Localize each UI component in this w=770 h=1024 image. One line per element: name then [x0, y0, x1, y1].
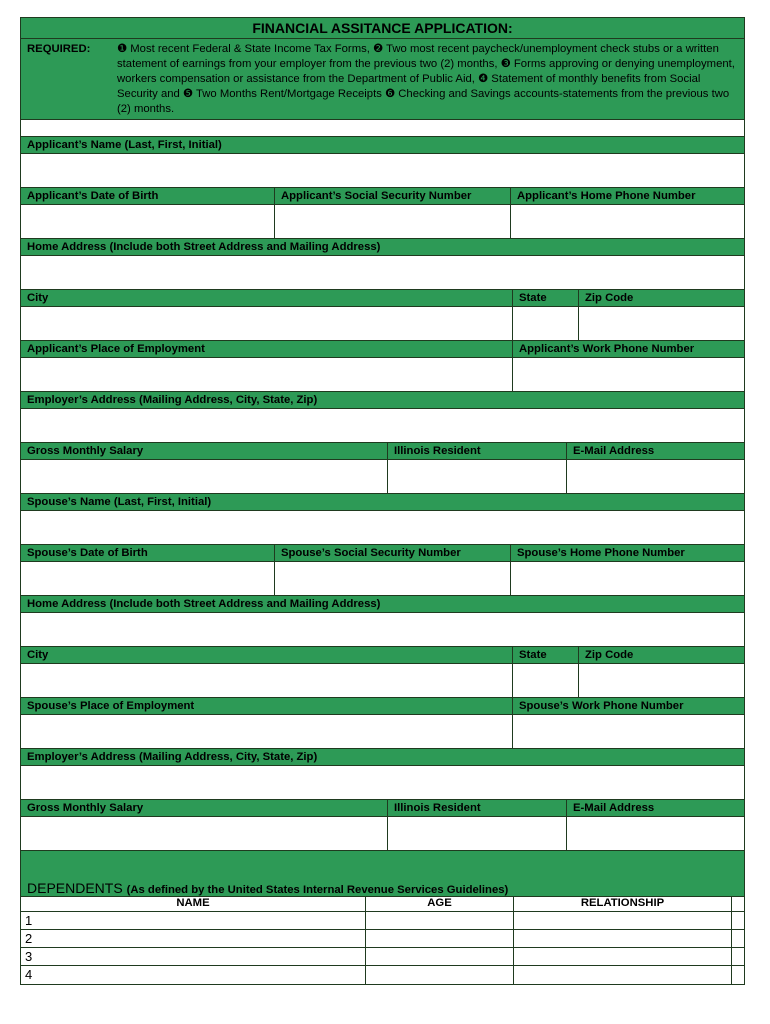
- spouse-employer-address-label: Employer’s Address (Mailing Address, City, State, Zip): [27, 751, 318, 763]
- spouse-address-label: Home Address (Include both Street Address and Mailing Address): [27, 598, 381, 610]
- applicant-salary-row: [21, 460, 744, 494]
- dependent-relationship-field[interactable]: [514, 912, 732, 929]
- spouse-address-row: [21, 613, 744, 647]
- spouse-dob-field[interactable]: [21, 562, 275, 595]
- applicant-name-header: [21, 137, 744, 154]
- spouse-salary-label: Gross Monthly Salary: [21, 800, 388, 816]
- applicant-employment-row: [21, 358, 744, 392]
- dependent-extra-cell: [732, 930, 744, 947]
- applicant-salary-field[interactable]: [21, 460, 388, 493]
- applicant-employment-header: [21, 341, 744, 358]
- applicant-salary-header: [21, 443, 744, 460]
- dependent-relationship-field[interactable]: [514, 948, 732, 965]
- spouse-home-phone-field[interactable]: [511, 562, 744, 595]
- spouse-home-phone-label: Spouse’s Home Phone Number: [517, 547, 685, 559]
- applicant-employer-address-row: [21, 409, 744, 443]
- dependent-row: [21, 930, 744, 948]
- spouse-resident-label: Illinois Resident: [388, 800, 567, 816]
- applicant-dob-label: Applicant’s Date of Birth: [21, 188, 275, 204]
- spouse-resident-field[interactable]: [388, 817, 567, 850]
- required-label: REQUIRED:: [27, 43, 91, 55]
- spouse-employment-header: [21, 698, 744, 715]
- applicant-zip-field[interactable]: [579, 307, 744, 340]
- dependents-title: DEPENDENTS: [27, 880, 123, 896]
- applicant-resident-label: Illinois Resident: [388, 443, 567, 459]
- spouse-city-label: City: [21, 647, 513, 663]
- dependent-name-field[interactable]: 1: [21, 912, 366, 929]
- spouse-work-phone-field[interactable]: [513, 715, 744, 748]
- dependent-row: [21, 948, 744, 966]
- dependents-header: [21, 851, 744, 897]
- spouse-dob-label: Spouse’s Date of Birth: [21, 545, 275, 561]
- applicant-work-phone-label: Applicant’s Work Phone Number: [519, 343, 695, 355]
- applicant-address-row: [21, 256, 744, 290]
- spouse-work-phone-label: Spouse’s Work Phone Number: [519, 700, 684, 712]
- dependent-extra-cell: [732, 912, 744, 929]
- dependent-extra-cell: [732, 948, 744, 965]
- dependents-title-line: [27, 880, 508, 896]
- spouse-dob-header: [21, 545, 744, 562]
- dependent-name-field[interactable]: 2: [21, 930, 366, 947]
- dependent-name-field[interactable]: 4: [21, 966, 366, 984]
- applicant-city-field[interactable]: [21, 307, 513, 340]
- dependents-col-extra: [732, 897, 744, 911]
- spouse-employer-address-field[interactable]: [21, 766, 744, 799]
- dependents-col-name: NAME: [21, 897, 366, 911]
- applicant-name-field[interactable]: [21, 154, 744, 187]
- applicant-state-label: State: [513, 290, 579, 306]
- applicant-employer-address-header: [21, 392, 744, 409]
- applicant-address-label: Home Address (Include both Street Address and Mailing Address): [27, 241, 381, 253]
- applicant-employment-field[interactable]: [21, 358, 513, 391]
- spouse-employment-row: [21, 715, 744, 749]
- spouse-zip-field[interactable]: [579, 664, 744, 697]
- applicant-city-label: City: [21, 290, 513, 306]
- applicant-city-row: [21, 307, 744, 341]
- applicant-name-label: Applicant’s Name (Last, First, Initial): [27, 139, 222, 151]
- dependent-age-field[interactable]: [366, 930, 514, 947]
- spouse-email-field[interactable]: [567, 817, 744, 850]
- spouse-city-header: [21, 647, 744, 664]
- dependents-column-headers: [21, 897, 744, 912]
- applicant-employer-address-field[interactable]: [21, 409, 744, 442]
- financial-assistance-form: [20, 17, 745, 985]
- spouse-salary-header: [21, 800, 744, 817]
- applicant-dob-header: [21, 188, 744, 205]
- spouse-address-header: [21, 596, 744, 613]
- spouse-employer-address-row: [21, 766, 744, 800]
- dependent-age-field[interactable]: [366, 912, 514, 929]
- spouse-city-field[interactable]: [21, 664, 513, 697]
- applicant-salary-label: Gross Monthly Salary: [21, 443, 388, 459]
- applicant-name-row: [21, 154, 744, 188]
- spouse-employment-label: Spouse’s Place of Employment: [21, 698, 513, 714]
- dependent-row: [21, 912, 744, 930]
- spouse-employer-address-header: [21, 749, 744, 766]
- spouse-email-label: E-Mail Address: [573, 802, 655, 814]
- applicant-email-field[interactable]: [567, 460, 744, 493]
- applicant-ssn-label: Applicant’s Social Security Number: [275, 188, 511, 204]
- spouse-ssn-label: Spouse’s Social Security Number: [275, 545, 511, 561]
- dependents-subtitle: (As defined by the United States Internal Revenue Services Guidelines): [126, 884, 509, 896]
- applicant-home-phone-label: Applicant’s Home Phone Number: [517, 190, 696, 202]
- spouse-name-field[interactable]: [21, 511, 744, 544]
- dependent-age-field[interactable]: [366, 966, 514, 984]
- applicant-work-phone-field[interactable]: [513, 358, 744, 391]
- spouse-ssn-field[interactable]: [275, 562, 511, 595]
- spouse-name-header: [21, 494, 744, 511]
- applicant-dob-row: [21, 205, 744, 239]
- applicant-state-field[interactable]: [513, 307, 579, 340]
- dependent-row: [21, 966, 744, 984]
- applicant-home-phone-field[interactable]: [511, 205, 744, 238]
- spouse-zip-label: Zip Code: [585, 649, 634, 661]
- dependent-age-field[interactable]: [366, 948, 514, 965]
- required-text: ❶ Most recent Federal & State Income Tax Forms, ❷ Two most recent paycheck/unemployment check stubs or a written statement of earnings from your employer from the previous two (2) months, ❸ Forms approving or denying unemployment, workers compensation or assistance from the Department of Public Aid, ❹ Statement of monthly benefits from Social Security and ❺ Two Months Rent/Mortgage Receipts ❻ Checking and Savings accounts-statements from the previous two (2) months.: [117, 43, 735, 115]
- required-section: [21, 39, 744, 120]
- applicant-ssn-field[interactable]: [275, 205, 511, 238]
- spouse-city-row: [21, 664, 744, 698]
- dependent-extra-cell: [732, 966, 744, 984]
- dependent-name-field[interactable]: 3: [21, 948, 366, 965]
- applicant-zip-label: Zip Code: [585, 292, 634, 304]
- form-title: FINANCIAL ASSITANCE APPLICATION:: [21, 18, 744, 39]
- spouse-address-field[interactable]: [21, 613, 744, 646]
- applicant-address-header: [21, 239, 744, 256]
- applicant-address-field[interactable]: [21, 256, 744, 289]
- dependents-col-relationship: RELATIONSHIP: [514, 897, 732, 911]
- applicant-resident-field[interactable]: [388, 460, 567, 493]
- spouse-state-label: State: [513, 647, 579, 663]
- applicant-email-label: E-Mail Address: [573, 445, 655, 457]
- applicant-employment-label: Applicant’s Place of Employment: [21, 341, 513, 357]
- spacer-row: [21, 120, 744, 137]
- applicant-employer-address-label: Employer’s Address (Mailing Address, City, State, Zip): [27, 394, 318, 406]
- applicant-dob-field[interactable]: [21, 205, 275, 238]
- spouse-salary-field[interactable]: [21, 817, 388, 850]
- spouse-name-row: [21, 511, 744, 545]
- applicant-city-header: [21, 290, 744, 307]
- spouse-employment-field[interactable]: [21, 715, 513, 748]
- dependent-relationship-field[interactable]: [514, 930, 732, 947]
- dependents-col-age: AGE: [366, 897, 514, 911]
- spouse-state-field[interactable]: [513, 664, 579, 697]
- spouse-name-label: Spouse’s Name (Last, First, Initial): [27, 496, 212, 508]
- spouse-salary-row: [21, 817, 744, 851]
- dependent-relationship-field[interactable]: [514, 966, 732, 984]
- spouse-dob-row: [21, 562, 744, 596]
